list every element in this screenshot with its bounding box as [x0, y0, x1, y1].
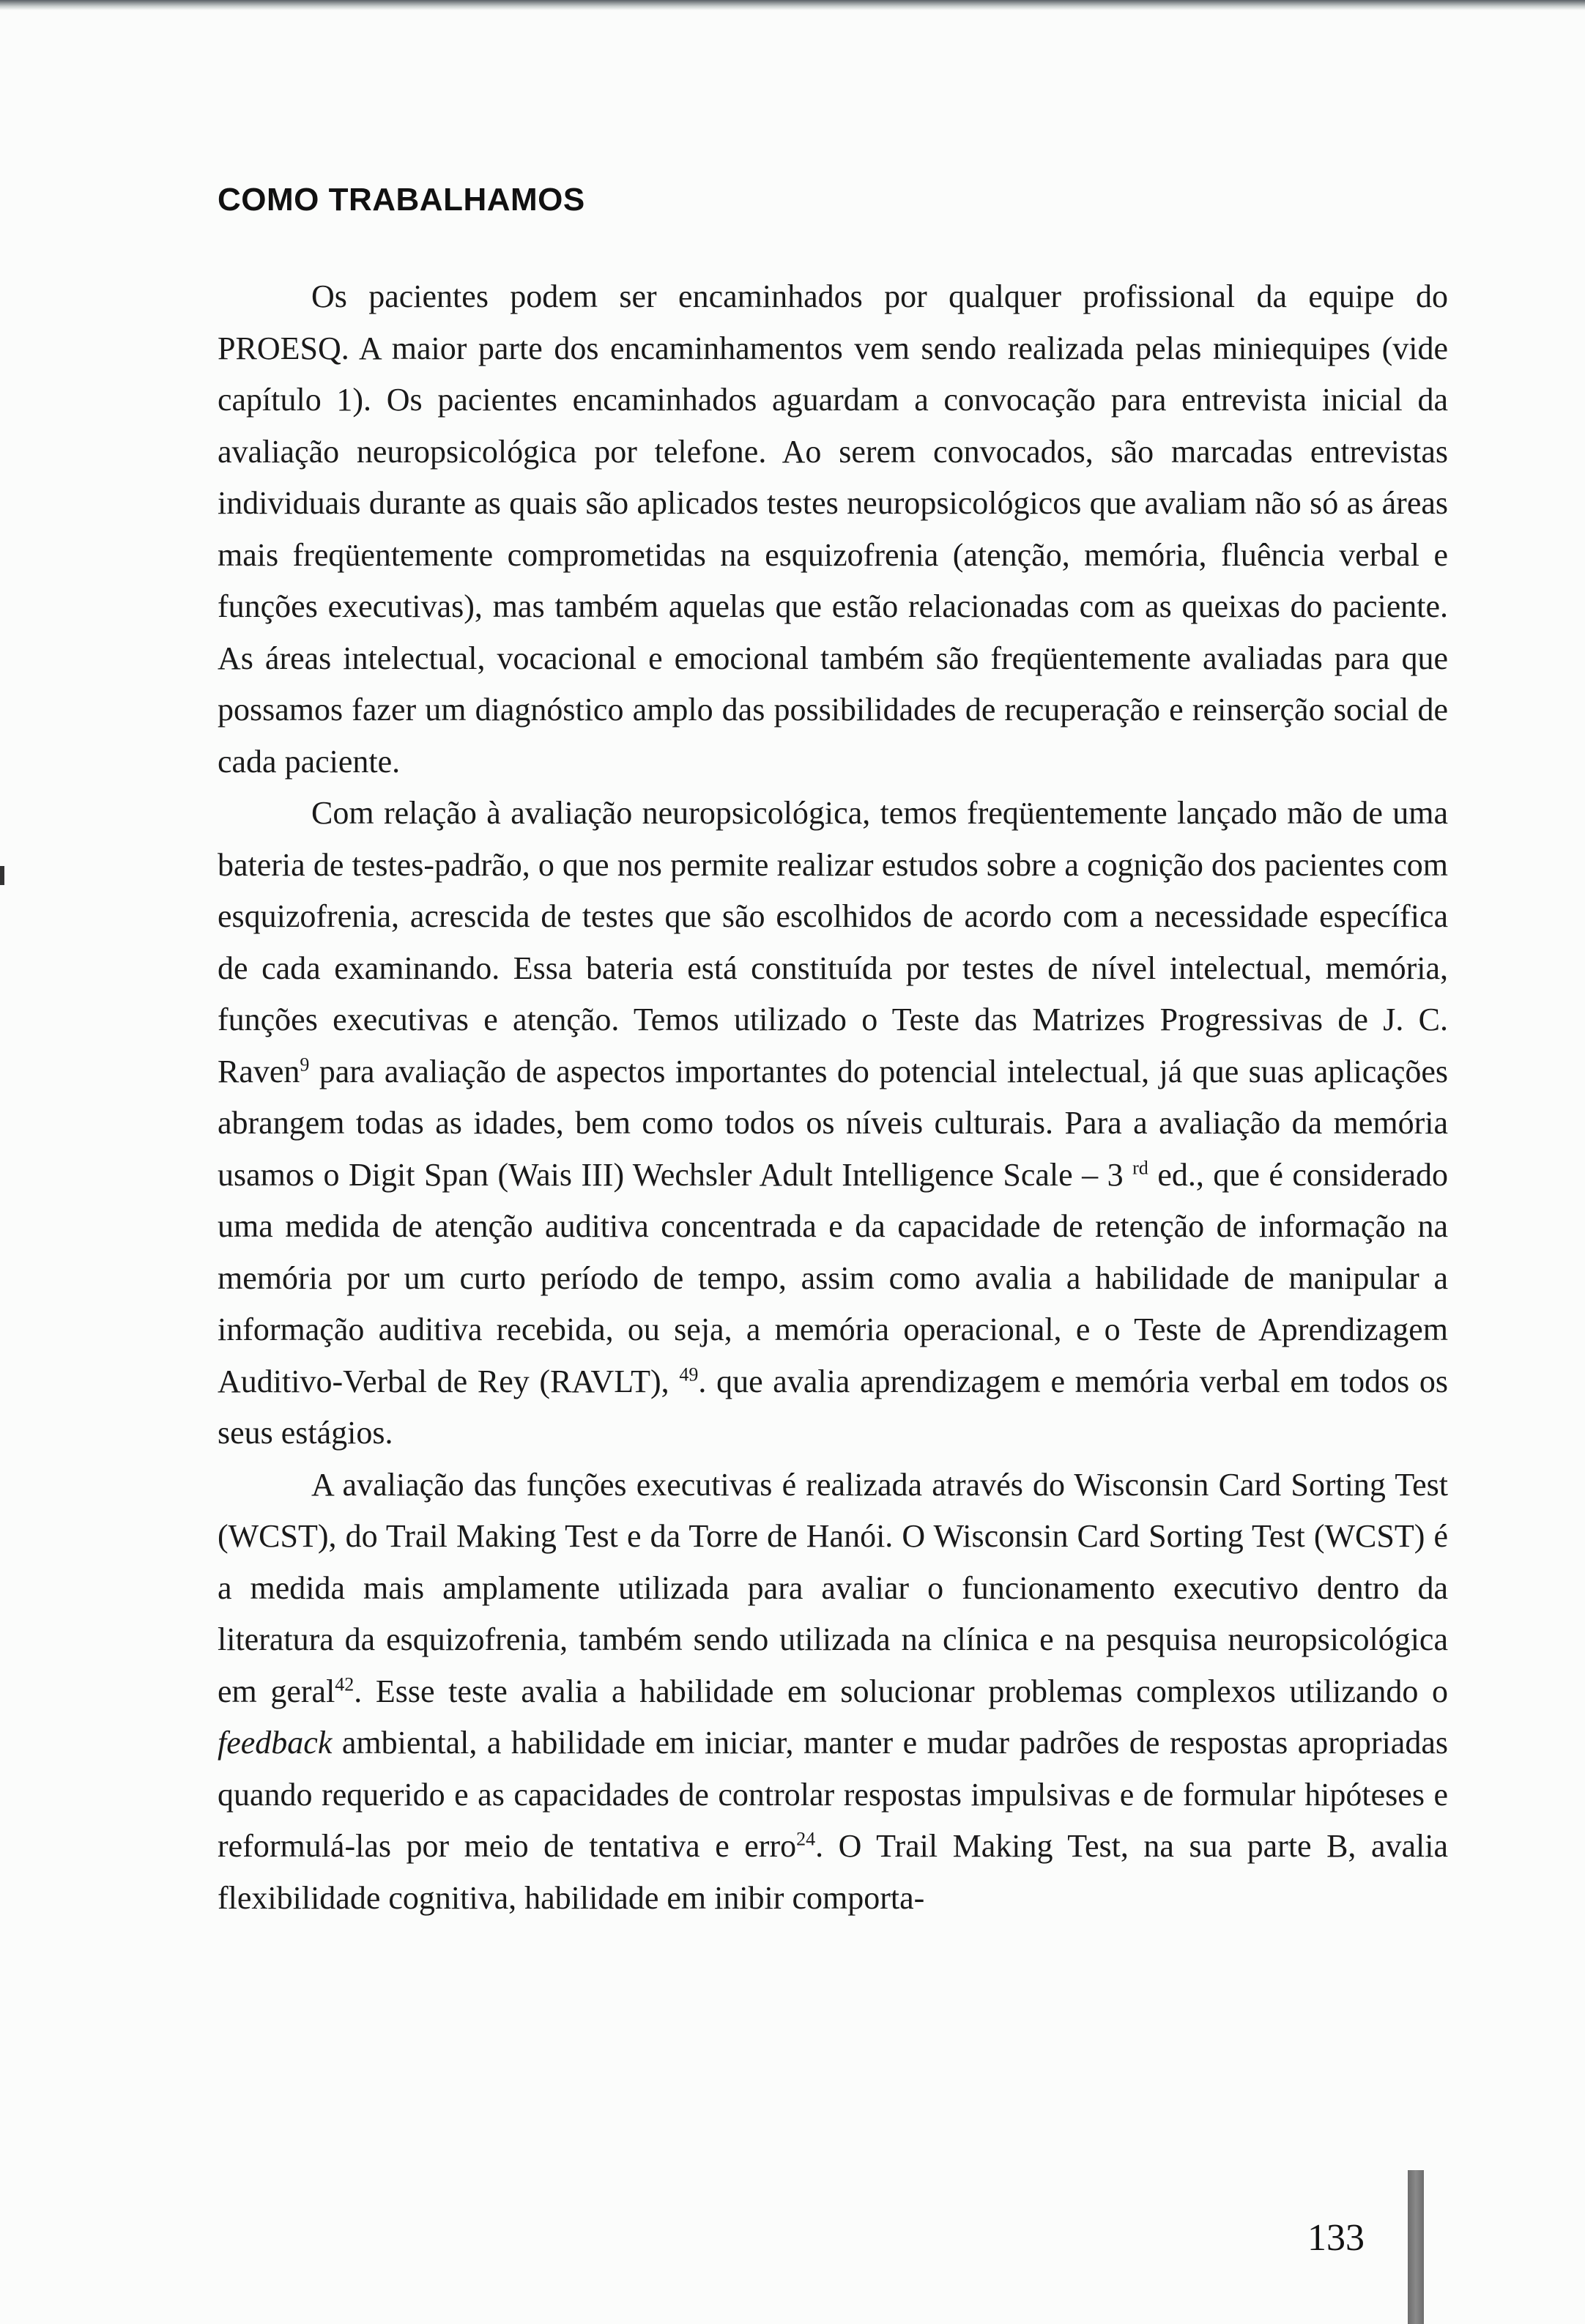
text-run: A avaliação das funções executivas é realizada através do Wisconsin Card Sorting Test (WCST), do Trail Making Test e da Torre de Hanói. O Wisconsin Card Sorting Test (WCST) é a medida mais amplamente utilizada para avaliar o funcionamento executivo dentro da literatura da esquizofrenia, também sendo utilizada na clínica e na pesquisa neuropsicológica em geral — [218, 1466, 1448, 1709]
page-top-edge — [0, 0, 1585, 10]
section-heading: COMO TRABALHAMOS — [218, 182, 585, 218]
thumb-index-tab — [1408, 2170, 1424, 2324]
text-run: para avaliação de aspectos importantes do potencial intelectual, já que suas aplicações abrangem todas as idades, bem como todos os níveis culturais. Para a avaliação da memória usamos o Digit Span (Wais III) Wechsler Adult Intelligence Scale – 3 — [218, 1053, 1448, 1193]
text-run: . Esse teste avalia a habilidade em solucionar problemas complexos utilizando o — [354, 1673, 1448, 1709]
margin-mark — [0, 866, 4, 885]
reference-superscript: 42 — [335, 1673, 355, 1695]
italic-term: feedback — [218, 1725, 333, 1761]
text-run: ed., que é considerado uma medida de atenção auditiva concentrada e da capacidade de retenção de informação na memória por um curto período de tempo, assim como avalia a habilidade de manipular a informação auditiva recebida, ou seja, a memória operacional, e o Teste de Aprendizagem Auditivo-Verbal de Rey (RAVLT), — [218, 1156, 1448, 1399]
page-number: 133 — [1307, 2217, 1365, 2259]
reference-superscript: rd — [1132, 1156, 1148, 1178]
text-run: ambiental, a habilidade em iniciar, manter e mudar padrões de respostas apropriadas quando requerido e as capacidades de controlar respostas impulsivas e de formular hipóteses e reformulá-las por meio de tentativa e erro — [218, 1725, 1448, 1864]
text-run: Com relação à avaliação neuropsicológica, temos freqüentemente lançado mão de uma bateria de testes-padrão, o que nos permite realizar estudos sobre a cognição dos pacientes com esquizofrenia, acrescida de testes que são escolhidos de acordo com a necessidade específica de cada examinando. Essa bateria está constituída por testes de nível intelectual, memória, funções executivas e atenção. Temos utilizado o Teste das Matrizes Progressivas de J. C. Raven — [218, 795, 1448, 1089]
reference-superscript: 49 — [679, 1363, 699, 1385]
text-run: Os pacientes podem ser encaminhados por qualquer profissional da equipe do PROESQ. A maior parte dos encaminhamentos vem sendo realizada pelas miniequipes (vide capítulo 1). Os pacientes encaminhados aguardam a convocação para entrevista inicial da avaliação neuropsicológica por telefone. Ao serem convocados, são marcadas entrevistas individuais durante as quais são aplicados testes neuropsicológicos que avaliam não só as áreas mais freqüentemente comprometidas na esquizofrenia (atenção, memória, fluência verbal e funções executivas), mas também aquelas que estão relacionadas com as queixas do paciente. As áreas intelectual, vocacional e emocional também são freqüentemente avaliadas para que possamos fazer um diagnóstico amplo das possibilidades de recuperação e reinserção social de cada paciente. — [218, 278, 1448, 780]
reference-superscript: 9 — [300, 1053, 310, 1075]
body-text — [218, 271, 1448, 1924]
text-run: . que avalia aprendizagem e memória verbal em todos os seus estágios. — [218, 1363, 1449, 1451]
paragraph — [218, 788, 1448, 1459]
paragraph — [218, 271, 1448, 788]
text-run: . O Trail Making Test, na sua parte B, avalia flexibilidade cognitiva, habilidade em inibir comporta- — [218, 1828, 1448, 1916]
reference-superscript: 24 — [796, 1828, 816, 1850]
paragraph — [218, 1459, 1448, 1925]
